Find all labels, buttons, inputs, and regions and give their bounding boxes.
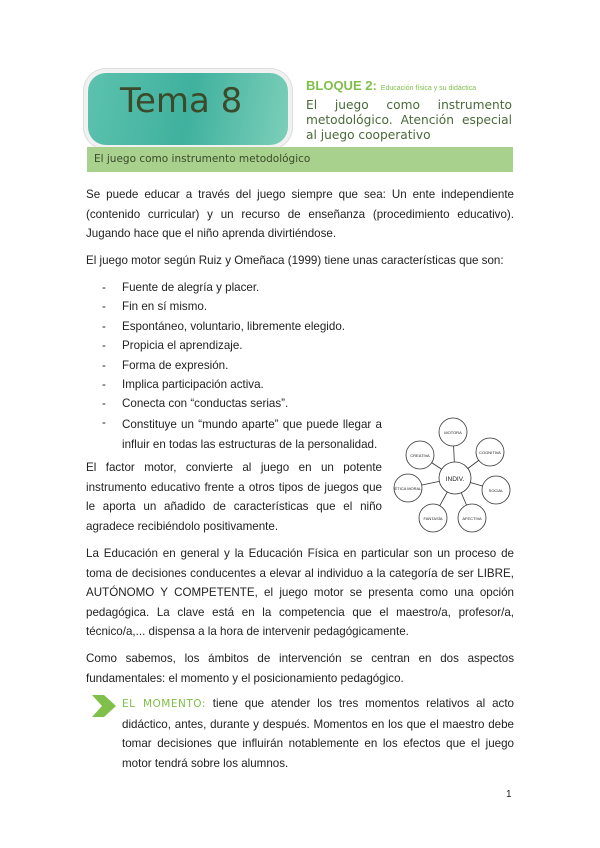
bloque-label: BLOQUE 2: — [306, 78, 377, 93]
tema-subtitle: El juego como instrumento metodológico. Atención especial al juego cooperativo — [306, 98, 512, 142]
paragraph-3: El factor motor, convierte al juego en un potente instrumento educativo frente a otros tipos de juegos que le aporta un añadido de características que el niño agradece recibiéndolo positivamente. — [86, 461, 382, 533]
tema-banner — [88, 73, 288, 145]
tema-label: Tema 8 — [120, 81, 243, 121]
center-label: INDIV. — [445, 476, 465, 483]
svg-text:ÉTICA MORAL: ÉTICA MORAL — [394, 486, 422, 491]
svg-text:SOCIAL: SOCIAL — [488, 488, 504, 493]
paragraph-1: Se puede educar a través del juego siempre que sea: Un ente independiente (contenido curricular) y un recurso de enseñanza (procedimiento educativo). Jugando hace que el niño aprenda divirtiéndose. — [86, 188, 514, 240]
bloque-title — [306, 78, 476, 93]
page-number: 1 — [506, 789, 512, 800]
paragraph-4: La Educación en general y la Educación Física en particular son un proceso de toma de decisiones conducentes a elevar al individuo a la categoría de ser LIBRE, AUTÓNOMO Y COMPETENTE, el juego motor se presenta como una opción pedagógica. La clave está en la competencia que el maestro/a, profesor/a, técnico/a,... dispensa a la hora de intervenir pedagógicamente. — [86, 547, 514, 638]
section-header — [87, 147, 513, 172]
chevron-right-icon — [92, 695, 116, 717]
momento-label: EL MOMENTO: — [122, 698, 206, 710]
svg-text:FANTASÍA: FANTASÍA — [423, 516, 443, 521]
development-diagram — [390, 410, 530, 540]
svg-text:AFECTIVA: AFECTIVA — [462, 516, 482, 521]
svg-text:CREATIVA: CREATIVA — [410, 453, 430, 458]
svg-text:MOTORA: MOTORA — [444, 430, 462, 435]
svg-text:COGNITIVA: COGNITIVA — [479, 450, 501, 455]
section-title: El juego como instrumento metodológico — [94, 153, 311, 165]
bloque-subtitle: Educación física y su didáctica — [380, 85, 477, 92]
paragraph-2: El juego motor según Ruiz y Omeñaca (1999) tiene unas características que son: — [86, 254, 504, 267]
paragraph-5: Como sabemos, los ámbitos de intervención se centran en dos aspectos fundamentales: el momento y el posicionamiento pedagógico. — [86, 652, 514, 685]
document-page: Tema 8 BLOQUE 2: Educación física y su didáctica El juego como instrumento metodológico. Atención especial al juego cooperativo El juego como instrumento metodológico Se puede educar a través del juego siempre que sea: Un ente independiente (contenido curricular) y un recurso de enseñanza (procedimiento educativo). Jugando hace que el niño aprenda divirtiéndose. El juego motor según Ruiz y Omeñaca (1999) tiene unas características que son: Fuente de alegría y placer. Fin en sí mismo. Espontáneo, voluntario, libremente elegido. Propicia el aprendizaje. Forma de expresión. Implica participación activa. Conecta con “conductas serias”. Constituye un “mundo aparte” que puede llegar a influir en todas las estructuras de la personalidad. El factor motor, convierte al juego en un potente instrumento educativo frente a otros tipos de juegos que le aporta un añadido de características que el niño agradece recibiéndolo positivamente. INDIV. MOTORA COGNITIVA SOCIAL AFECTIVA FANTASÍA ÉTICA MORAL CREATIVA La Educación en general y la Educación Física en particular son un proceso de toma de decisiones conducentes a elevar al individuo a la categoría de ser LIBRE, AUTÓNOMO Y COMPETENTE, el juego motor se presenta como una opción pedagógica. La clave está en la competencia que el maestro/a, profesor/a, técnico/a,... dispensa a la hora de intervenir pedagógicamente. Como sabemos, los ámbitos de intervención se centran en dos aspectos fundamentales: el momento y el posicionamiento pedagógico. EL MOMENTO: tiene que atender los tres momentos relativos al acto didáctico, antes, durante y después. Momentos en los que el maestro debe tomar decisiones que influirán notablemente en los efectos que el juego motor tendrá sobre los alumnos. 1 — [0, 0, 600, 848]
momento-paragraph: EL MOMENTO: tiene que atender los tres momentos relativos al acto didáctico, antes, durante y después. Momentos en los que el maestro debe tomar decisiones que influirán notablemente en los efectos que el juego motor tendrá sobre los alumnos. — [122, 697, 514, 770]
